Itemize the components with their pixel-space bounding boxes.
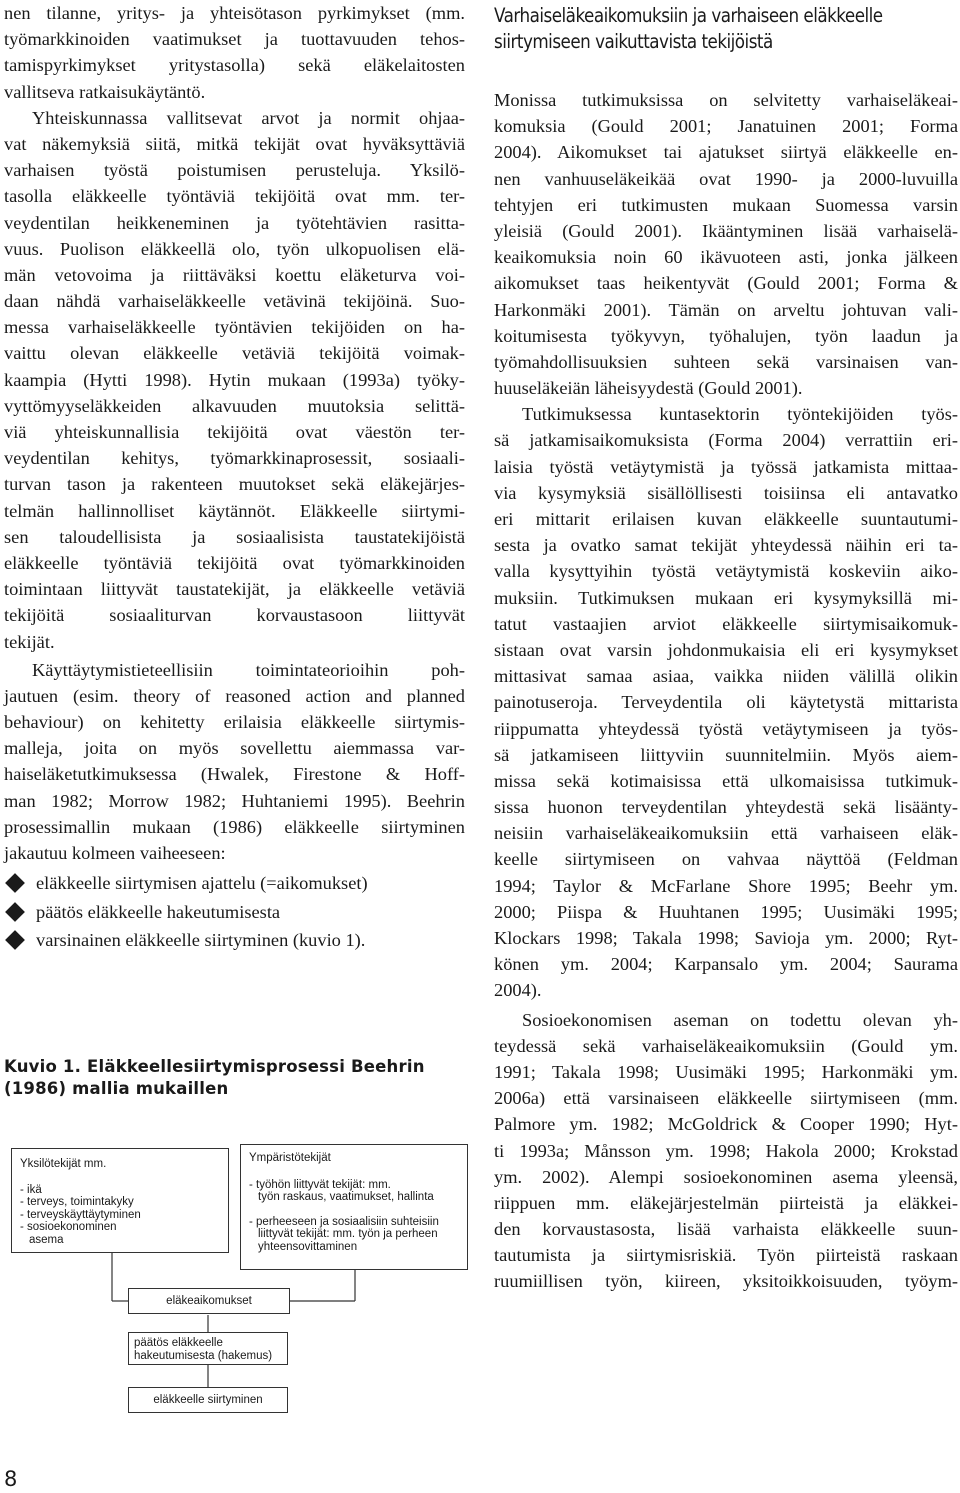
text-line: tehtyjen eri tutkimusten mukaan Suomessa varsin [494, 194, 958, 215]
text-line: 1994; Taylor & McFarlane Shore 1995; Beehr ym. [494, 875, 958, 896]
left-paragraph-3 [4, 657, 465, 867]
text-line: prosessimallin mukaan (1986) eläkkeelle siirtyminen [4, 816, 465, 837]
text-line: riippumatta yhteydessä työstä vetäytymiseen ja työs- [494, 718, 958, 739]
text-line: vat näkemyksiä siitä, mitkä tekijät ovat hyväksyttäviä [4, 133, 465, 154]
text-line: valla kysyttyihin työstä vetäytymistä koskeviin aiko- [494, 561, 958, 582]
text-line: turvan tason ja rakenteen muutokset sekä eläkejärjes- [4, 474, 465, 495]
text-line: työmahdollisuuksien suhteen sekä varsinaisen van- [494, 351, 958, 372]
text-line: toimintaan liittyvät taustatekijät, ja eläkkeelle vetäviä [4, 579, 465, 600]
text-line: tautumista ja siirtymisriskiä. Työn piirteistä raskaan [494, 1245, 958, 1266]
right-paragraph-1 [494, 87, 958, 401]
text-line: eläkkeelle työntäviä tekijöitä ovat työmarkkinoiden [4, 552, 465, 573]
text-line: malleja, joita on myös sovellettu aiemmassa var- [4, 738, 465, 759]
text-line: työmarkkinoiden vaatimukset ja tuottavuuden tehos- [4, 29, 465, 50]
section-heading: Varhaiseläkeaikomuksiin ja varhaiseen eläkkeelle siirtymiseen vaikuttavista tekijöistä [494, 4, 883, 53]
text-line: koitumisesta työkyvyn, työhalujen, työn laadun ja [494, 325, 958, 346]
text-line: vallitseva ratkaisukäytäntö. [4, 81, 206, 102]
diamond-bullet-icon [5, 902, 25, 922]
text-line: tekijät. [4, 631, 55, 652]
text-line: messa varhaiseläkkeelle työntävien tekijöiden on ha- [4, 317, 465, 338]
text-line: neisiin varhaiseläkeaikomuksiin että varhaiseen eläk- [494, 823, 958, 844]
text-line: 1991; Takala 1998; Uusimäki 1995; Harkonmäki ym. [494, 1061, 958, 1082]
retirement-decision-box: päätös eläkkeelle hakeutumisesta (hakemus) [128, 1332, 288, 1365]
right-paragraph-3 [494, 1007, 958, 1295]
text-line: yleisiä (Gould 2001). Ikääntyminen lisää varhaiselä- [494, 220, 958, 241]
text-line: komuksia (Gould 2001; Janatuinen 2001; Forma [494, 116, 958, 137]
text-line: 2000; Piispa & Huuhtanen 1995; Uusimäki 1995; [494, 901, 958, 922]
text-line: teydessä sekä varhaiseläkeaikomuksiin (Gould ym. [494, 1035, 958, 1056]
text-line: painotuseroja. Terveydentila oli käytetystä mittarista [494, 692, 958, 713]
text-line: man 1982; Morrow 1982; Huhtaniemi 1995). Beehrin [4, 790, 465, 811]
text-line: veydentilan kehitys, työmarkkinaprosessit, sosiaali- [4, 448, 465, 469]
text-line: mittasivat samaa asiaa, vaikka niiden välillä olikin [494, 666, 958, 687]
text-line: tasolla eläkkeelle työntäviä tekijöitä ovat mm. ter- [4, 186, 465, 207]
text-line: Monissa tutkimuksissa on selvitetty varhaiseläkeai- [494, 90, 958, 110]
text-line: behaviour) on kehitetty erilaisia eläkkeelle siirtymis- [4, 712, 465, 733]
figure-title: Kuvio 1. Eläkkeellesiirtymisprosessi Beehrin (1986) mallia mukaillen [4, 1057, 425, 1098]
text-line: telmän hallinnolliset käytännöt. Eläkkeelle siirtymi- [4, 500, 465, 521]
text-line: varhaisen työstä poistumisen perusteluja. Yksilö- [4, 160, 465, 181]
text-line: vuus. Puolison eläkkeellä olo, työn ulkopuolisen elä- [4, 238, 465, 259]
bullet-item: eläkkeelle siirtymisen ajattelu (=aikomukset) [4, 869, 465, 898]
text-line: 2006a) että varsinaiseen eläkkeelle siirtymiseen (mm. [494, 1088, 958, 1109]
text-line: tamispyrkimykset yritystasolla) sekä eläkelaitosten [4, 55, 465, 76]
environment-factors-box: Ympäristötekijät - työhön liittyvät tekijät: mm. työn raskaus, vaatimukset, hallinta - perheeseen ja sosiaalisiin suhteisiin liittyvät tekijät: mm. työn ja perheen yhteensovittaminen [240, 1144, 468, 1270]
text-line: män vetovoima ja riittäväksi koettu eläketurva voi- [4, 264, 465, 285]
text-line: riippuen mm. eläkejärjestelmän piirteistä ja eläkkei- [494, 1192, 958, 1213]
diamond-bullet-icon [5, 873, 25, 893]
diamond-bullet-icon [5, 930, 25, 950]
text-line: tatut vastaajien arviot eläkkeelle siirtymisaikomuk- [494, 613, 958, 634]
left-paragraph-1 [4, 0, 465, 105]
text-line: keaikomuksia noin 60 ikävuoteen asti, jonka jälkeen [494, 247, 958, 268]
text-line: sä jatkamiseen liittyviin suunnitelmiin. Myös aiem- [494, 744, 958, 765]
text-line: daan nähdä varhaiseläkkeelle vetävinä tekijöinä. Suo- [4, 291, 465, 312]
text-line: ti 1993a; Månsson ym. 1998; Hakola 2000; Krokstad [494, 1140, 958, 1161]
text-line: jakautuu kolmeen vaiheeseen: [4, 843, 226, 863]
left-column [4, 0, 465, 955]
text-line: 2004). Aikomukset tai ajatukset siirtyä eläkkeelle en- [494, 142, 958, 163]
text-line: haiseläketutkimuksessa (Hwalek, Firestone & Hoff- [4, 764, 465, 785]
text-line: keelle siirtymiseen on vahvaa näyttöä (Feldman [494, 849, 958, 870]
text-line: laisia työstä vetäytymistä ja työssä jatkamista mittaa- [494, 456, 958, 477]
right-paragraph-2 [494, 401, 958, 1003]
text-line: sen taloudellisista ja sosiaalisista taustatekijöistä [4, 526, 465, 547]
text-line: sissa huonon terveydentilan yhteydestä sekä lisäänty- [494, 797, 958, 818]
text-line: sistaan ovat varsin johdonmukaisia eli eri kysymykset [494, 639, 958, 660]
text-line: den korvaustasosta, lisää varhaista eläkkeelle suun- [494, 1219, 958, 1240]
text-line: eri mittarit erilaisen kuvan eläkkeelle suuntautumi- [494, 509, 958, 529]
bullet-item: päätös eläkkeelle hakeutumisesta [4, 898, 465, 927]
text-line: Tutkimuksessa kuntasektorin työntekijöiden työs- [522, 404, 958, 425]
text-line: nen vanhuuseläkeikää ovat 1990- ja 2000-luvuilla [494, 168, 958, 189]
text-line: Yhteiskunnassa vallitsevat arvot ja normit ohjaa- [32, 107, 465, 128]
text-line: Harkonmäki 2001). Tämän on arveltu johtuvan vali- [494, 299, 958, 320]
text-line: kaampia (Hytti 1998). Hytin mukaan (1993a) työky- [4, 369, 465, 390]
text-line: Sosioekonomisen aseman on todettu olevan yh- [522, 1009, 958, 1030]
text-line: Käyttäytymistieteellisiin toimintateorioihin poh- [32, 659, 465, 680]
text-line: aikomukset taas heikentyvät (Gould 2001; Forma & [494, 273, 958, 294]
bullet-list [4, 869, 465, 955]
page-number: 8 [4, 1467, 18, 1491]
left-paragraph-2 [4, 105, 465, 655]
text-line: ruumiillisen työn, kiireen, yksitoikkoisuuden, työym- [494, 1271, 958, 1292]
text-line: nen tilanne, yritys- ja yhteisötason pyrkimykset (mm. [4, 3, 465, 23]
right-column [494, 0, 958, 1295]
text-line: 2004). [494, 980, 542, 1001]
text-line: Palmore ym. 1982; McGoldrick & Cooper 1990; Hyt- [494, 1114, 958, 1135]
text-line: jautuen (esim. theory of reasoned action and planned [4, 685, 465, 706]
text-line: Klockars 1998; Takala 1998; Savioja ym. 2000; Ryt- [494, 928, 958, 948]
text-line: ym. 2002). Alempi sosioekonominen asema yleensä, [494, 1166, 958, 1187]
text-line: missa sekä kotimaisissa että ulkomaisissa tutkimuk- [494, 770, 958, 791]
text-line: sä jatkamisaikomuksista (Forma 2004) verrattiin eri- [494, 430, 958, 451]
text-line: huuseläkeiän läheisyydestä (Gould 2001). [494, 378, 803, 399]
text-line: via kysymyksiä sisällöllisesti toisiinsa eli antavatko [494, 482, 958, 503]
text-line: könen ym. 2004; Karpansalo ym. 2004; Saurama [494, 954, 958, 975]
text-line: viä yhteiskunnallisia tekijöitä ovat väestön ter- [4, 422, 465, 442]
text-line: vaittu olevan eläkkeelle vetäviä tekijöitä voimak- [4, 343, 465, 364]
retirement-intentions-box: eläkeaikomukset [128, 1288, 290, 1314]
text-line: vyttömyyseläkkeiden alkavuuden muutoksia selittä- [4, 395, 465, 416]
retirement-transition-box: eläkkeelle siirtyminen [128, 1387, 288, 1413]
bullet-item: varsinainen eläkkeelle siirtyminen (kuvio 1). [4, 926, 465, 955]
individual-factors-box: Yksilötekijät mm. - ikä - terveys, toimintakyky - terveyskäyttäytyminen - sosioekonominen asema [11, 1148, 229, 1253]
text-line: muksiin. Tutkimuksen mukaan eri kysymyksillä mi- [494, 587, 958, 608]
text-line: veydentilan heikkeneminen ja työtehtävien rasitta- [4, 212, 465, 233]
text-line: tekijöitä sosiaaliturvan korvaustasoon liittyvät [4, 605, 465, 626]
text-line: sesta ja ovatko samat tekijät yhteydessä näihin eri ta- [494, 535, 958, 556]
